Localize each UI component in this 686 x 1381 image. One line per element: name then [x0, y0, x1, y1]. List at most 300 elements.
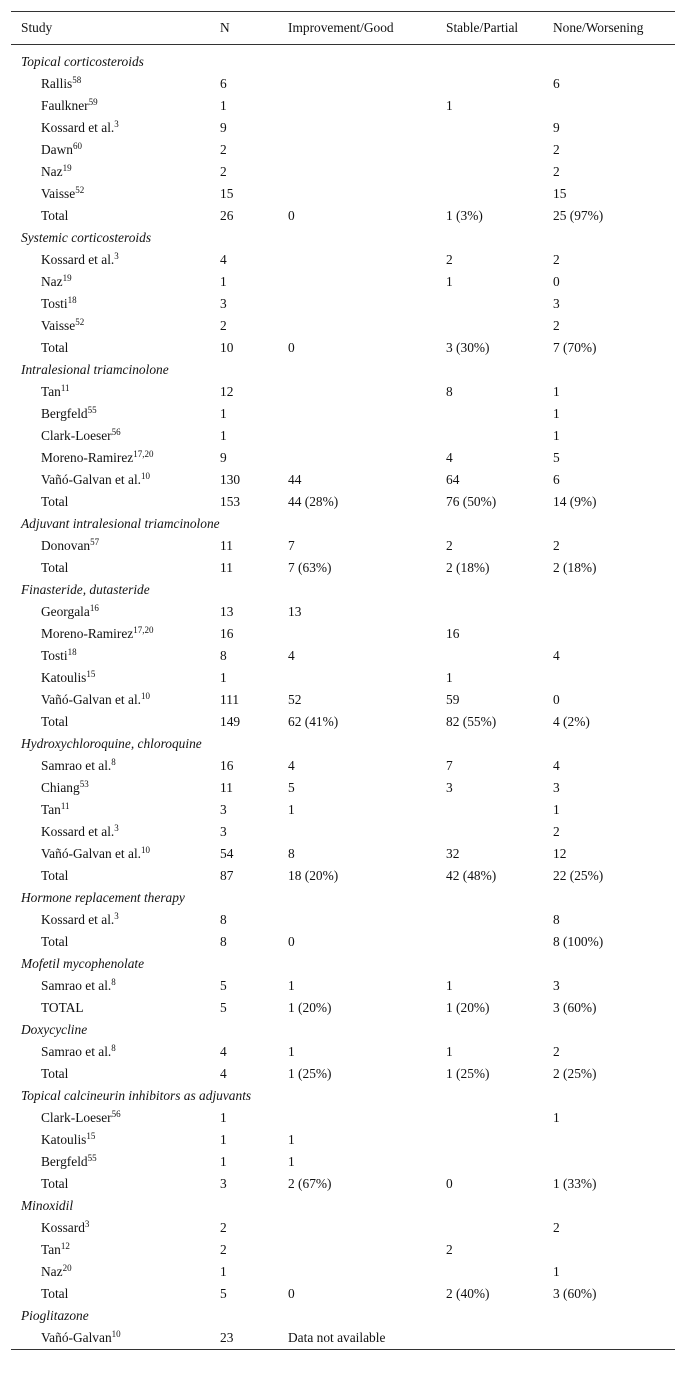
none-cell: 25 (97%): [553, 208, 604, 223]
n-cell: 11: [220, 560, 233, 575]
n-cell: 4: [220, 1044, 227, 1059]
reference-number: 8: [111, 1043, 116, 1053]
table-row: [11, 469, 675, 491]
study-name: Moreno-Ramirez: [41, 450, 134, 465]
improvement-cell: 8: [288, 846, 295, 861]
group-title: Doxycycline: [21, 1022, 88, 1037]
reference-number: 56: [111, 427, 121, 437]
study-cell: [41, 491, 68, 513]
header-improvement: Improvement/Good: [288, 20, 394, 35]
n-cell: 3: [220, 824, 227, 839]
study-cell: [41, 95, 98, 117]
study-cell: [41, 909, 119, 931]
improvement-cell: 44 (28%): [288, 494, 339, 509]
reference-number: 8: [111, 977, 116, 987]
reference-number: 11: [60, 801, 70, 811]
n-cell: 2: [220, 142, 227, 157]
table-row: [11, 1063, 675, 1085]
group-title: Adjuvant intralesional triamcinolone: [21, 516, 220, 531]
reference-number: 18: [67, 647, 77, 657]
n-cell: 87: [220, 868, 234, 883]
n-cell: 1: [220, 274, 227, 289]
none-cell: 2: [553, 164, 560, 179]
n-cell: 11: [220, 538, 233, 553]
n-cell: 16: [220, 758, 234, 773]
table-header-row: [11, 12, 675, 45]
study-cell: [41, 623, 153, 645]
study-name: Naz: [41, 164, 63, 179]
none-cell: 0: [553, 692, 560, 707]
study-name: Georgala: [41, 604, 90, 619]
n-cell: 2: [220, 1242, 227, 1257]
improvement-cell: 52: [288, 692, 302, 707]
study-cell: [41, 381, 70, 403]
improvement-cell: 5: [288, 780, 295, 795]
stable-cell: 82 (55%): [446, 714, 497, 729]
none-cell: 3: [553, 978, 560, 993]
n-cell: 1: [220, 406, 227, 421]
reference-number: 55: [87, 1153, 97, 1163]
study-cell: [41, 1151, 97, 1173]
reference-number: 53: [79, 779, 89, 789]
study-cell: [41, 755, 116, 777]
group-header-row: [11, 1195, 675, 1217]
study-cell: [41, 1173, 68, 1195]
study-cell: [41, 535, 99, 557]
n-cell: 3: [220, 296, 227, 311]
group-header-row: [11, 887, 675, 909]
stable-cell: 76 (50%): [446, 494, 497, 509]
header-stable: Stable/Partial: [446, 20, 519, 35]
group-title: Topical calcineurin inhibitors as adjuvants: [21, 1088, 252, 1103]
none-cell: 2: [553, 1044, 560, 1059]
study-name: Vaisse: [41, 318, 76, 333]
reference-number: 18: [67, 295, 77, 305]
none-cell: 3 (60%): [553, 1000, 597, 1015]
table-row: [11, 711, 675, 733]
n-cell: 10: [220, 340, 234, 355]
stable-cell: 1: [446, 98, 453, 113]
reference-number: 3: [114, 911, 119, 921]
study-cell: [41, 1283, 68, 1305]
study-name: Samrao et al.: [41, 1044, 112, 1059]
none-cell: 1: [553, 1264, 560, 1279]
reference-number: 11: [60, 383, 70, 393]
reference-number: 15: [86, 669, 96, 679]
study-name: Kossard: [41, 1220, 85, 1235]
n-cell: 5: [220, 1286, 227, 1301]
improvement-cell: 0: [288, 934, 295, 949]
study-cell: [41, 117, 119, 139]
study-name: Clark-Loeser: [41, 428, 112, 443]
group-title: Intralesional triamcinolone: [21, 362, 169, 377]
study-cell: [41, 315, 84, 337]
n-cell: 11: [220, 780, 233, 795]
n-cell: 2: [220, 164, 227, 179]
study-name: Kossard et al.: [41, 120, 115, 135]
stable-cell: 2 (40%): [446, 1286, 490, 1301]
stable-cell: 32: [446, 846, 460, 861]
improvement-cell: 1 (20%): [288, 1000, 332, 1015]
none-cell: 1: [553, 406, 560, 421]
study-name: Total: [41, 1176, 69, 1191]
study-name: Samrao et al.: [41, 978, 112, 993]
improvement-cell: 0: [288, 340, 295, 355]
n-cell: 1: [220, 1154, 227, 1169]
study-name: Katoulis: [41, 670, 87, 685]
improvement-cell: 1: [288, 802, 295, 817]
table-row: [11, 623, 675, 645]
group-header-row: [11, 513, 675, 535]
improvement-cell: 2 (67%): [288, 1176, 332, 1191]
table-row: [11, 73, 675, 95]
n-cell: 5: [220, 1000, 227, 1015]
n-cell: 16: [220, 626, 234, 641]
study-cell: [41, 777, 89, 799]
reference-number: 19: [62, 273, 72, 283]
improvement-cell: 0: [288, 1286, 295, 1301]
n-cell: 9: [220, 450, 227, 465]
stable-cell: 1 (20%): [446, 1000, 490, 1015]
table-row: [11, 425, 675, 447]
improvement-cell: Data not available: [288, 1330, 386, 1345]
n-cell: 6: [220, 76, 227, 91]
table-body: [11, 51, 675, 1349]
stable-cell: 1 (3%): [446, 208, 483, 223]
none-cell: 22 (25%): [553, 868, 604, 883]
table-row: [11, 755, 675, 777]
study-cell: [41, 1239, 70, 1261]
table-row: [11, 447, 675, 469]
study-name: Kossard et al.: [41, 252, 115, 267]
none-cell: 3: [553, 296, 560, 311]
group-title: Hydroxychloroquine, chloroquine: [21, 736, 202, 751]
stable-cell: 1: [446, 274, 453, 289]
study-cell: [41, 601, 99, 623]
study-name: Moreno-Ramirez: [41, 626, 134, 641]
study-cell: [41, 183, 84, 205]
none-cell: 1: [553, 428, 560, 443]
table-row: [11, 249, 675, 271]
table-row: [11, 975, 675, 997]
stable-cell: 2: [446, 538, 453, 553]
n-cell: 4: [220, 252, 227, 267]
stable-cell: 59: [446, 692, 460, 707]
improvement-cell: 44: [288, 472, 302, 487]
table-row: [11, 667, 675, 689]
n-cell: 26: [220, 208, 234, 223]
study-name: Kossard et al.: [41, 824, 115, 839]
stable-cell: 64: [446, 472, 460, 487]
header-study: Study: [21, 20, 53, 35]
n-cell: 8: [220, 912, 227, 927]
study-cell: [41, 139, 82, 161]
study-cell: [41, 447, 153, 469]
reference-number: 55: [87, 405, 97, 415]
study-cell: [41, 1129, 95, 1151]
study-name: Tosti: [41, 296, 68, 311]
study-cell: [41, 1063, 68, 1085]
reference-number: 12: [60, 1241, 70, 1251]
table-row: [11, 491, 675, 513]
n-cell: 3: [220, 802, 227, 817]
group-header-row: [11, 359, 675, 381]
none-cell: 2: [553, 318, 560, 333]
n-cell: 2: [220, 1220, 227, 1235]
group-header-row: [11, 1085, 675, 1107]
reference-number: 10: [111, 1329, 121, 1339]
table-row: [11, 865, 675, 887]
reference-number: 52: [75, 185, 85, 195]
study-cell: [41, 997, 84, 1019]
reference-number: 15: [86, 1131, 96, 1141]
table-row: [11, 1261, 675, 1283]
study-cell: [41, 403, 97, 425]
none-cell: 1: [553, 1110, 560, 1125]
table-row: [11, 403, 675, 425]
table-row: [11, 689, 675, 711]
none-cell: 3: [553, 780, 560, 795]
stable-cell: 1 (25%): [446, 1066, 490, 1081]
none-cell: 2 (18%): [553, 560, 597, 575]
study-cell: [41, 337, 68, 359]
table-row: [11, 1217, 675, 1239]
improvement-cell: 4: [288, 758, 295, 773]
table-row: [11, 117, 675, 139]
table-row: [11, 1129, 675, 1151]
study-name: Total: [41, 560, 69, 575]
none-cell: 4: [553, 758, 560, 773]
reference-number: 57: [90, 537, 100, 547]
group-header-row: [11, 51, 675, 73]
group-header-row: [11, 953, 675, 975]
n-cell: 1: [220, 1110, 227, 1125]
none-cell: 6: [553, 472, 560, 487]
study-name: Tan: [41, 384, 61, 399]
reference-number: 19: [62, 163, 72, 173]
study-name: Total: [41, 1066, 69, 1081]
table-row: [11, 1239, 675, 1261]
study-name: Vañó-Galvan et al.: [41, 692, 142, 707]
n-cell: 8: [220, 648, 227, 663]
none-cell: 4: [553, 648, 560, 663]
table-row: [11, 557, 675, 579]
study-cell: [41, 1217, 89, 1239]
study-name: Naz: [41, 1264, 63, 1279]
group-title: Systemic corticosteroids: [21, 230, 152, 245]
table-row: [11, 821, 675, 843]
n-cell: 12: [220, 384, 234, 399]
table-row: [11, 799, 675, 821]
none-cell: 15: [553, 186, 567, 201]
study-name: Faulkner: [41, 98, 89, 113]
reference-number: 3: [114, 823, 119, 833]
study-cell: [41, 1107, 121, 1129]
study-name: Dawn: [41, 142, 73, 157]
reference-number: 17,20: [133, 625, 154, 635]
reference-number: 3: [114, 119, 119, 129]
study-name: Total: [41, 934, 69, 949]
n-cell: 1: [220, 428, 227, 443]
group-header-row: [11, 1019, 675, 1041]
study-cell: [41, 249, 119, 271]
reference-number: 3: [114, 251, 119, 261]
stable-cell: 1: [446, 1044, 453, 1059]
table-row: [11, 1151, 675, 1173]
stable-cell: 8: [446, 384, 453, 399]
treatment-outcomes-table: [11, 11, 675, 1350]
none-cell: 0: [553, 274, 560, 289]
study-cell: [41, 1041, 116, 1063]
study-cell: [41, 73, 81, 95]
study-cell: [41, 821, 119, 843]
study-name: Clark-Loeser: [41, 1110, 112, 1125]
n-cell: 13: [220, 604, 234, 619]
study-cell: [41, 931, 68, 953]
study-cell: [41, 667, 95, 689]
improvement-cell: 4: [288, 648, 295, 663]
study-cell: [41, 689, 150, 711]
group-title: Mofetil mycophenolate: [21, 956, 145, 971]
reference-number: 8: [111, 757, 116, 767]
n-cell: 1: [220, 1264, 227, 1279]
none-cell: 5: [553, 450, 560, 465]
table-row: [11, 645, 675, 667]
study-name: Vañó-Galvan et al.: [41, 472, 142, 487]
study-name: Total: [41, 868, 69, 883]
table-row: [11, 909, 675, 931]
table-row: [11, 205, 675, 227]
study-cell: [41, 557, 68, 579]
reference-number: 10: [141, 691, 151, 701]
reference-number: 3: [84, 1219, 90, 1229]
table-row: [11, 1327, 675, 1349]
reference-number: 52: [75, 317, 85, 327]
study-cell: [41, 425, 121, 447]
reference-number: 17,20: [133, 449, 154, 459]
study-name: Vañó-Galvan: [41, 1330, 112, 1345]
stable-cell: 2: [446, 1242, 453, 1257]
group-header-row: [11, 733, 675, 755]
none-cell: 8: [553, 912, 560, 927]
none-cell: 2: [553, 1220, 560, 1235]
none-cell: 2: [553, 538, 560, 553]
table-row: [11, 1041, 675, 1063]
table-row: [11, 381, 675, 403]
improvement-cell: 1 (25%): [288, 1066, 332, 1081]
study-name: Bergfeld: [41, 406, 88, 421]
table-row: [11, 139, 675, 161]
study-name: Total: [41, 494, 69, 509]
study-cell: [41, 799, 70, 821]
none-cell: 7 (70%): [553, 340, 597, 355]
study-cell: [41, 865, 68, 887]
improvement-cell: 1: [288, 1044, 295, 1059]
reference-number: 56: [111, 1109, 121, 1119]
improvement-cell: 13: [288, 604, 302, 619]
reference-number: 20: [62, 1263, 72, 1273]
improvement-cell: 7: [288, 538, 295, 553]
study-name: Kossard et al.: [41, 912, 115, 927]
stable-cell: 3 (30%): [446, 340, 490, 355]
study-name: Naz: [41, 274, 63, 289]
group-header-row: [11, 1305, 675, 1327]
improvement-cell: 7 (63%): [288, 560, 332, 575]
stable-cell: 3: [446, 780, 453, 795]
n-cell: 1: [220, 1132, 227, 1147]
n-cell: 1: [220, 98, 227, 113]
group-title: Topical corticosteroids: [21, 54, 144, 69]
stable-cell: 1: [446, 670, 453, 685]
none-cell: 6: [553, 76, 560, 91]
study-cell: [41, 1261, 72, 1283]
n-cell: 5: [220, 978, 227, 993]
table-row: [11, 535, 675, 557]
none-cell: 1 (33%): [553, 1176, 597, 1191]
none-cell: 1: [553, 802, 560, 817]
n-cell: 149: [220, 714, 241, 729]
study-name: Tosti: [41, 648, 68, 663]
n-cell: 4: [220, 1066, 227, 1081]
n-cell: 130: [220, 472, 241, 487]
study-cell: [41, 645, 77, 667]
improvement-cell: 18 (20%): [288, 868, 339, 883]
improvement-cell: 0: [288, 208, 295, 223]
n-cell: 111: [220, 692, 240, 707]
stable-cell: 1: [446, 978, 453, 993]
improvement-cell: 1: [288, 1132, 295, 1147]
study-cell: [41, 975, 116, 997]
study-name: Total: [41, 208, 69, 223]
table-row: [11, 1173, 675, 1195]
reference-number: 59: [88, 97, 98, 107]
table-row: [11, 777, 675, 799]
reference-number: 60: [72, 141, 82, 151]
study-cell: [41, 205, 68, 227]
none-cell: 12: [553, 846, 567, 861]
none-cell: 2 (25%): [553, 1066, 597, 1081]
table-row: [11, 183, 675, 205]
study-cell: [41, 469, 150, 491]
study-name: Tan: [41, 1242, 61, 1257]
study-cell: [41, 843, 150, 865]
table-row: [11, 1107, 675, 1129]
reference-number: 58: [72, 75, 82, 85]
n-cell: 3: [220, 1176, 227, 1191]
header-none: None/Worsening: [553, 20, 644, 35]
stable-cell: 42 (48%): [446, 868, 497, 883]
study-name: Total: [41, 1286, 69, 1301]
study-name: Chiang: [41, 780, 80, 795]
table-row: [11, 931, 675, 953]
table-row: [11, 95, 675, 117]
table-row: [11, 1283, 675, 1305]
n-cell: 54: [220, 846, 234, 861]
none-cell: 3 (60%): [553, 1286, 597, 1301]
n-cell: 2: [220, 318, 227, 333]
group-title: Minoxidil: [21, 1198, 74, 1213]
group-header-row: [11, 579, 675, 601]
improvement-cell: 1: [288, 1154, 295, 1169]
none-cell: 8 (100%): [553, 934, 604, 949]
n-cell: 1: [220, 670, 227, 685]
study-name: Vaisse: [41, 186, 76, 201]
table-row: [11, 271, 675, 293]
study-name: Tan: [41, 802, 61, 817]
header-n: N: [220, 20, 230, 35]
reference-number: 10: [141, 845, 151, 855]
study-cell: [41, 271, 72, 293]
